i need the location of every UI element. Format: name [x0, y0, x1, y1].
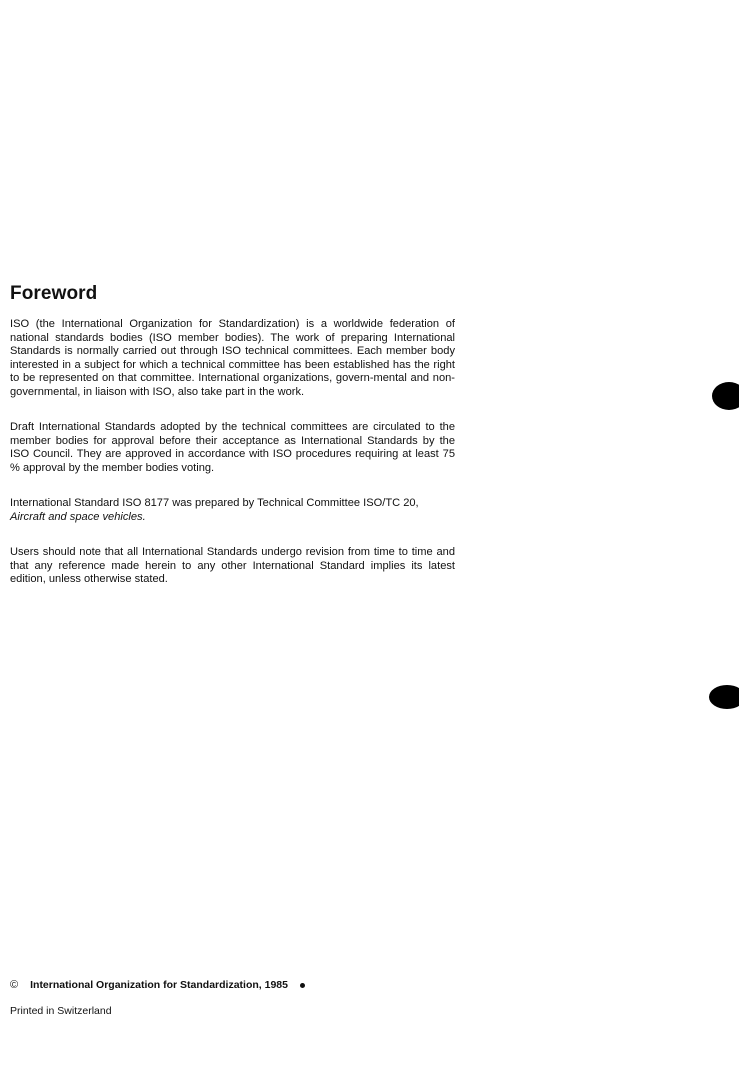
- copyright-line: [10, 979, 305, 991]
- copyright-icon: ©: [10, 979, 19, 991]
- punch-hole-icon: [709, 685, 739, 709]
- foreword-paragraph-iso: ISO (the International Organization for Standardization) is a worldwide federation of national standards bodies (ISO member bodies). The work of preparing International Standards is normally carried out through ISO technical committees. Each member body interested in a subject for which a technical committee has been established has the right to be represented on that committee. International organizations, govern-mental and non-governmental, in liaison with ISO, also take part in the work.: [10, 318, 455, 398]
- foreword-paragraph-prepared-by: [10, 497, 455, 524]
- page-title: Foreword: [10, 283, 98, 304]
- copyright-text: International Organization for Standardization, 1985: [30, 979, 288, 991]
- foreword-paragraph-revision: Users should note that all International Standards undergo revision from time to time and that any reference made herein to any other International Standard implies its latest edition, unless otherwise stated.: [10, 546, 455, 586]
- bullet-dot-icon: [300, 983, 305, 988]
- printed-location: Printed in Switzerland: [10, 1005, 112, 1017]
- punch-hole-icon: [712, 382, 739, 410]
- committee-title: Aircraft and space vehicles.: [10, 510, 146, 523]
- prepared-by-text: International Standard ISO 8177 was prepared by Technical Committee ISO/TC 20,: [10, 497, 419, 509]
- foreword-paragraph-drafts: Draft International Standards adopted by the technical committees are circulated to the member bodies for approval before their acceptance as International Standards by the ISO Council. They are approved in accordance with ISO procedures requiring at least 75 % approval by the member bodies voting.: [10, 421, 455, 474]
